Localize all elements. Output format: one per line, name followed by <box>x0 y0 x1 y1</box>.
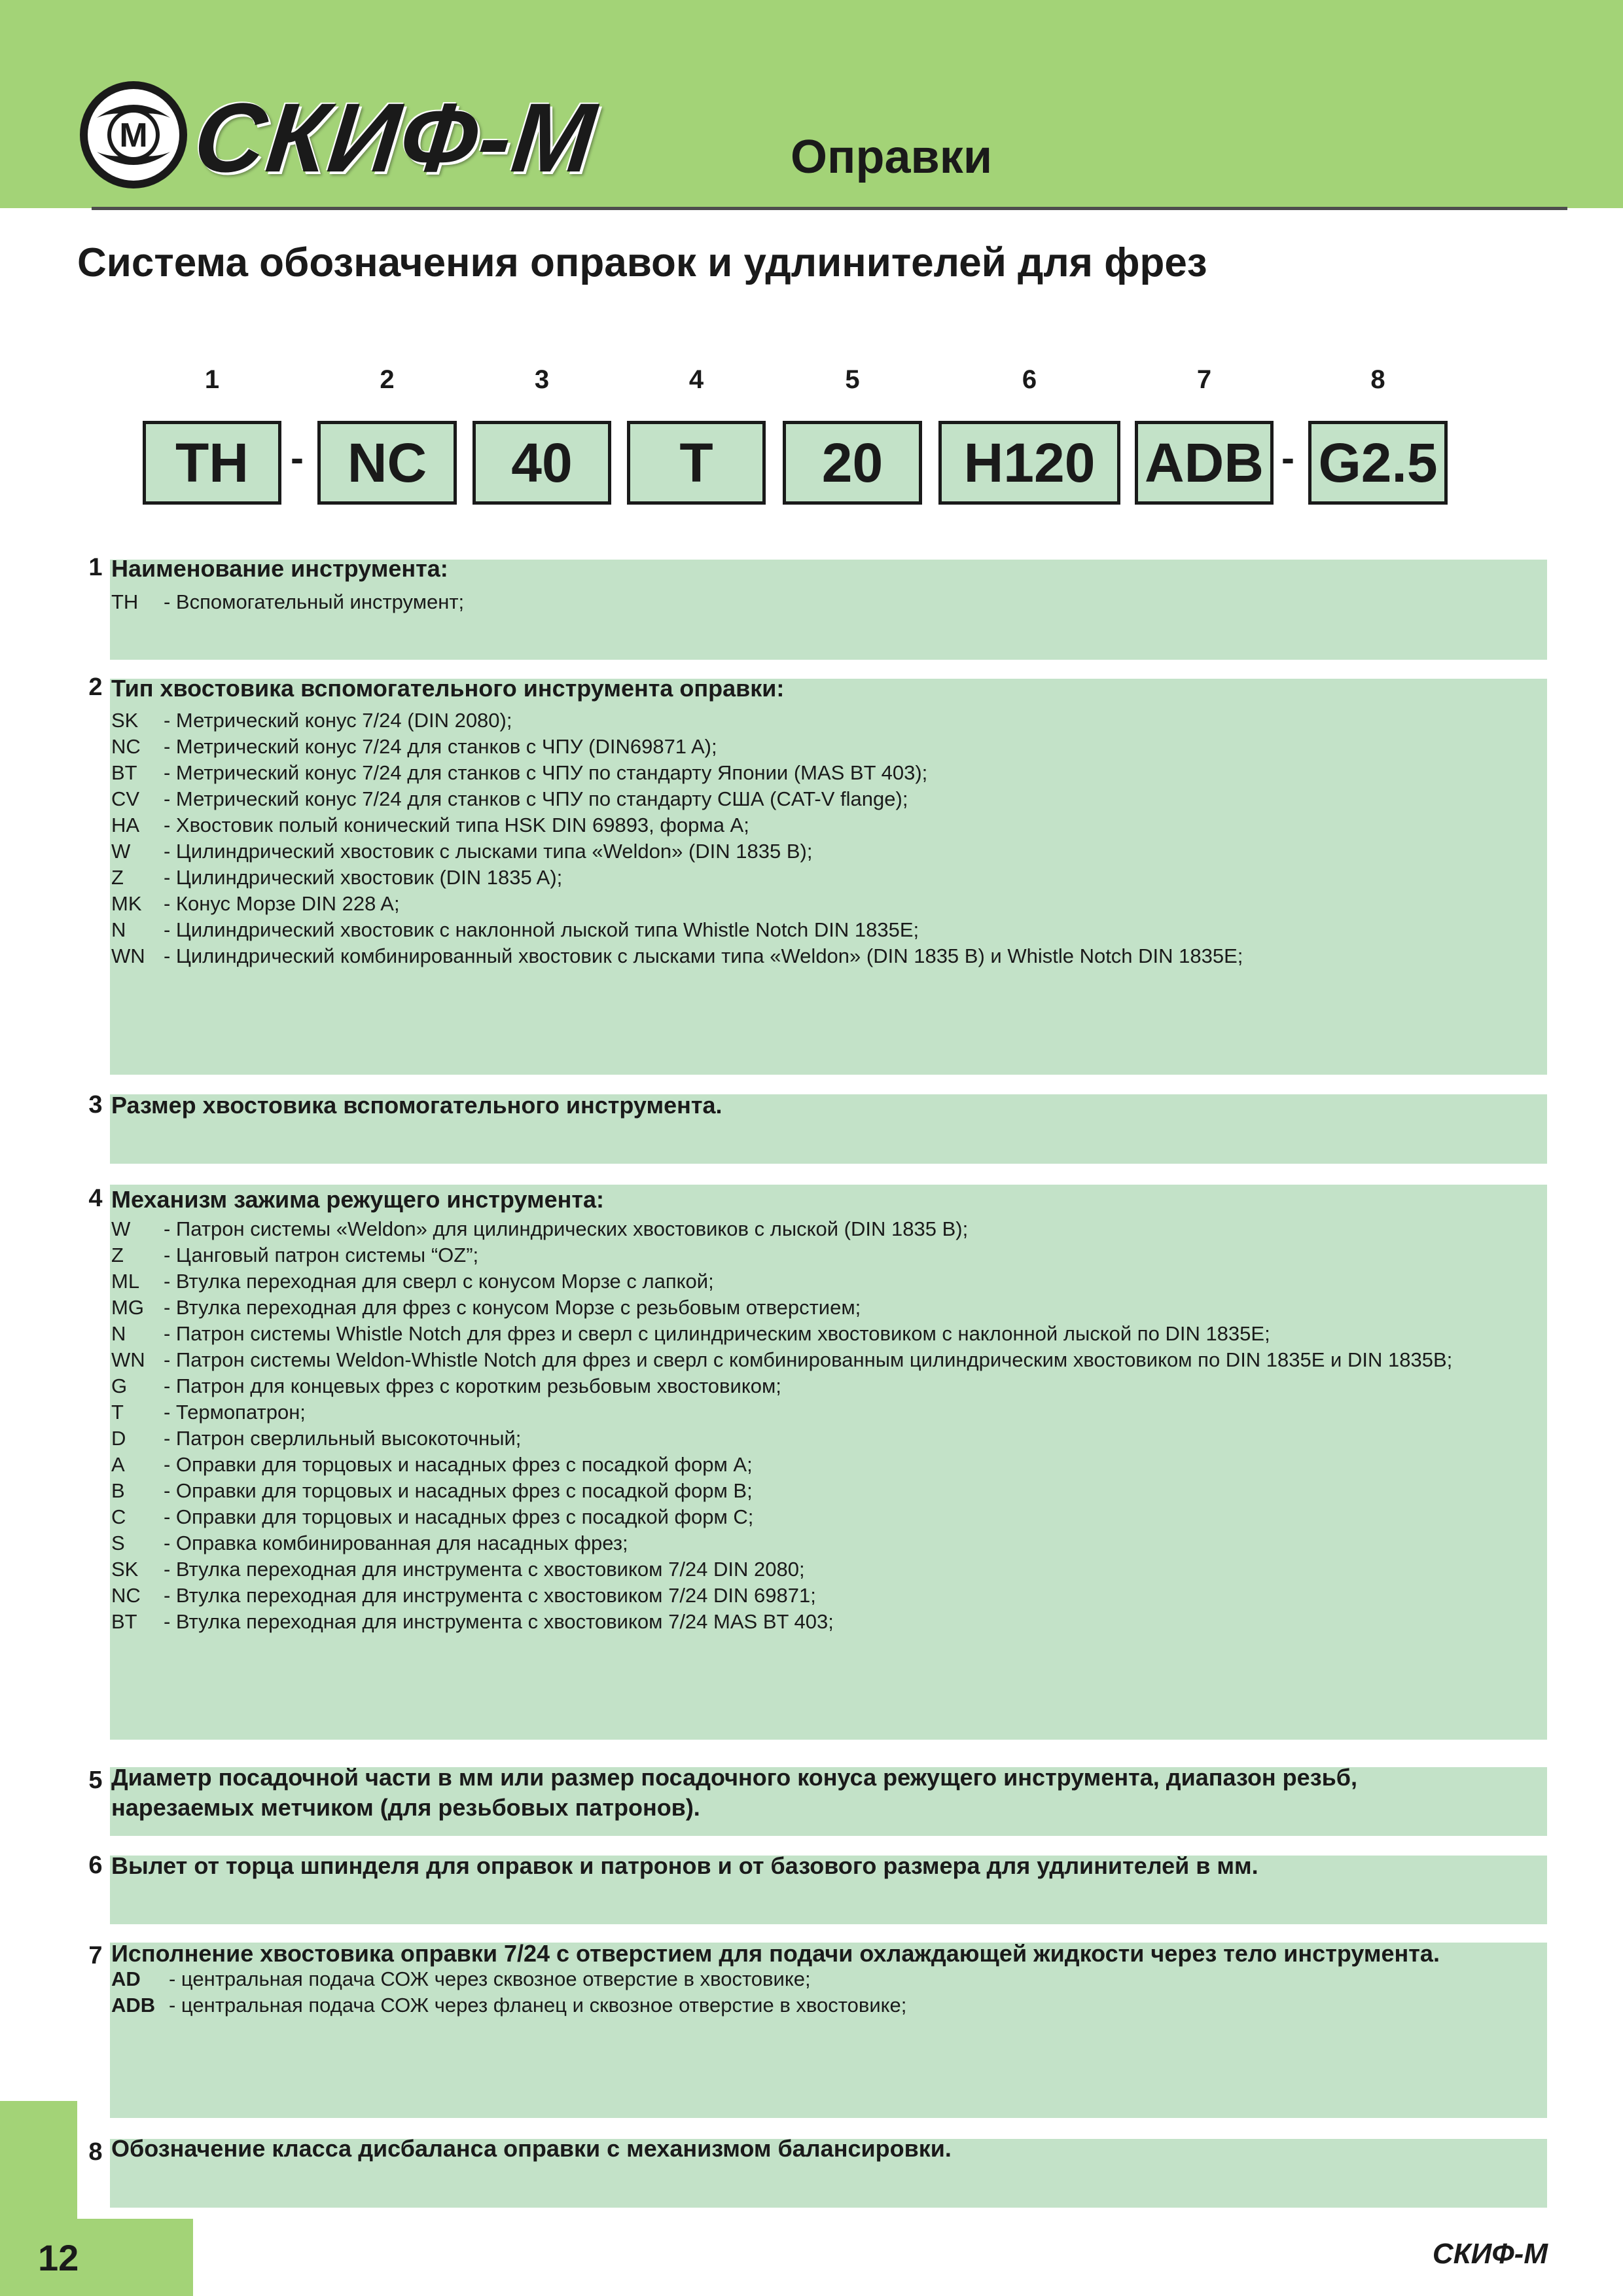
section-number: 6 <box>88 1852 103 1879</box>
list-item <box>111 708 1544 734</box>
item-code: C <box>111 1505 126 1528</box>
list-item <box>111 1504 1544 1530</box>
item-description: - Патрон системы «Weldon» для цилиндрических хвостовиков с лыской (DIN 1835 B); <box>164 1217 969 1240</box>
list-item <box>111 1426 1544 1452</box>
list-item <box>111 838 1544 865</box>
list-item <box>111 1966 1544 1992</box>
code-position-number: 3 <box>534 365 550 394</box>
item-code: WN <box>111 1348 145 1371</box>
item-code: Z <box>111 1244 124 1266</box>
code-part-box: H120 <box>938 421 1120 505</box>
item-code: BT <box>111 761 137 784</box>
list-item <box>111 1478 1544 1504</box>
item-description: - Цанговый патрон системы “OZ”; <box>164 1244 479 1266</box>
item-code: MK <box>111 892 142 915</box>
section-number: 7 <box>88 1942 103 1969</box>
section-item-list <box>111 589 1544 615</box>
item-code: N <box>111 918 126 941</box>
item-description: - Оправки для торцовых и насадных фрез с посадкой форм C; <box>164 1505 754 1528</box>
code-position-number: 5 <box>845 365 860 394</box>
section-number: 3 <box>88 1091 103 1119</box>
item-code: MG <box>111 1296 144 1319</box>
item-code: SK <box>111 1558 139 1581</box>
item-description: - центральная подача СОЖ через фланец и сквозное отверстие в хвостовике; <box>169 1994 907 2017</box>
item-code: TH <box>111 590 139 613</box>
code-position-number: 7 <box>1196 365 1212 394</box>
item-code: G <box>111 1374 128 1397</box>
item-description: - Вспомогательный инструмент; <box>164 590 465 613</box>
list-item <box>111 1347 1544 1373</box>
item-code: ML <box>111 1270 140 1293</box>
item-description: - Втулка переходная для сверл с конусом Морзе с лапкой; <box>164 1270 714 1293</box>
section-heading: Исполнение хвостовика оправки 7/24 с отверстием для подачи охлаждающей жидкости через тело инструмента. <box>111 1940 1440 1967</box>
item-code: NC <box>111 735 141 758</box>
list-item <box>111 1992 1544 2018</box>
code-part-box: TH <box>143 421 281 505</box>
list-item <box>111 786 1544 812</box>
item-description: - Цилиндрический хвостовик с лысками типа «Weldon» (DIN 1835 B); <box>164 840 813 863</box>
list-item <box>111 865 1544 891</box>
list-item <box>111 812 1544 838</box>
item-code: BT <box>111 1610 137 1633</box>
list-item <box>111 1373 1544 1399</box>
item-description: - Патрон сверлильный высокоточный; <box>164 1427 522 1450</box>
list-item <box>111 1452 1544 1478</box>
list-item <box>111 760 1544 786</box>
section-heading: Тип хвостовика вспомогательного инструмента оправки: <box>111 675 785 702</box>
footer-brand: СКИФ-М <box>1432 2238 1548 2270</box>
list-item <box>111 1399 1544 1426</box>
item-description: - Цилиндрический хвостовик (DIN 1835 A); <box>164 866 563 889</box>
section-number: 2 <box>88 673 103 701</box>
section-heading: Размер хвостовика вспомогательного инструмента. <box>111 1092 722 1119</box>
item-description: - Оправки для торцовых и насадных фрез с посадкой форм A; <box>164 1453 753 1476</box>
item-description: - Патрон для концевых фрез с коротким резьбовым хвостовиком; <box>164 1374 781 1397</box>
section-item-list <box>111 1966 1544 2018</box>
code-part-box: 40 <box>473 421 611 505</box>
footer-page-block <box>0 2219 193 2296</box>
item-description: - Оправка комбинированная для насадных фрез; <box>164 1532 628 1554</box>
code-part-box: ADB <box>1135 421 1274 505</box>
code-part-box: G2.5 <box>1308 421 1448 505</box>
item-description: - Метрический конус 7/24 для станков с ЧПУ по стандарту Японии (MAS BT 403); <box>164 761 928 784</box>
section-number: 1 <box>88 554 103 581</box>
item-description: - Метрический конус 7/24 (DIN 2080); <box>164 709 512 732</box>
item-description: - Хвостовик полый конический типа HSK DIN 69893, форма А; <box>164 814 749 836</box>
item-description: - Метрический конус 7/24 для станков с ЧПУ (DIN69871 A); <box>164 735 717 758</box>
code-position-number: 1 <box>204 365 220 394</box>
item-code: W <box>111 840 131 863</box>
item-description: - Термопатрон; <box>164 1401 306 1424</box>
item-code: B <box>111 1479 125 1502</box>
list-item <box>111 1242 1544 1268</box>
item-code: SK <box>111 709 139 732</box>
section-title: Оправки <box>791 131 993 183</box>
list-item <box>111 917 1544 943</box>
section-heading: Механизм зажима режущего инструмента: <box>111 1186 604 1213</box>
item-code: D <box>111 1427 126 1450</box>
section-heading: Диаметр посадочной части в мм или размер посадочного конуса режущего инструмента, диапазон резьб, <box>111 1764 1357 1791</box>
list-item <box>111 1556 1544 1583</box>
page-number: 12 <box>38 2237 79 2278</box>
item-description: - Оправки для торцовых и насадных фрез с посадкой форм B; <box>164 1479 753 1502</box>
logo-emblem-letter: М <box>119 117 148 154</box>
code-separator: - <box>291 436 304 480</box>
item-description: - Цилиндрический комбинированный хвостовик с лысками типа «Weldon» (DIN 1835 B) и Whistle Notch DIN 1835E; <box>164 944 1243 967</box>
item-description: - Патрон системы Whistle Notch для фрез и сверл с цилиндрическим хвостовиком с наклонной лыской по DIN 1835E; <box>164 1322 1270 1345</box>
item-code: W <box>111 1217 131 1240</box>
section-number: 4 <box>88 1185 103 1212</box>
section-item-list <box>111 1216 1544 1635</box>
item-code: N <box>111 1322 126 1345</box>
section-number: 5 <box>88 1767 103 1794</box>
code-separator: - <box>1281 436 1294 480</box>
list-item <box>111 1609 1544 1635</box>
code-part-box: NC <box>317 421 457 505</box>
item-code: NC <box>111 1584 141 1607</box>
item-description: - Конус Морзе DIN 228 A; <box>164 892 400 915</box>
list-item <box>111 1268 1544 1295</box>
item-description: - Метрический конус 7/24 для станков с ЧПУ по стандарту США (CAT-V flange); <box>164 787 908 810</box>
code-position-number: 4 <box>688 365 704 394</box>
list-item <box>111 589 1544 615</box>
item-code: HA <box>111 814 140 836</box>
item-description: - Втулка переходная для инструмента с хвостовиком 7/24 MAS BT 403; <box>164 1610 834 1633</box>
item-code: S <box>111 1532 125 1554</box>
item-description: - Втулка переходная для фрез с конусом Морзе с резьбовым отверстием; <box>164 1296 861 1319</box>
item-code: AD <box>111 1967 141 1990</box>
list-item <box>111 734 1544 760</box>
code-position-number: 6 <box>1022 365 1037 394</box>
list-item <box>111 891 1544 917</box>
item-code: WN <box>111 944 145 967</box>
section-heading: Вылет от торца шпинделя для оправок и патронов и от базового размера для удлинителей в мм. <box>111 1852 1258 1879</box>
list-item <box>111 1530 1544 1556</box>
item-description: - Втулка переходная для инструмента с хвостовиком 7/24 DIN 2080; <box>164 1558 805 1581</box>
page-title: Система обозначения оправок и удлинителей для фрез <box>77 240 1207 285</box>
header-divider <box>92 207 1567 210</box>
item-description: - Патрон системы Weldon-Whistle Notch для фрез и сверл с комбинированным цилиндрическим хвостовиком по DIN 1835E и DIN 1835B; <box>164 1348 1453 1371</box>
item-code: T <box>111 1401 124 1424</box>
item-description: - центральная подача СОЖ через сквозное отверстие в хвостовике; <box>169 1967 811 1990</box>
list-item <box>111 1295 1544 1321</box>
list-item <box>111 943 1544 969</box>
code-part-box: 20 <box>783 421 922 505</box>
section-number: 8 <box>88 2138 103 2166</box>
code-part-box: T <box>627 421 766 505</box>
section-heading: Обозначение класса дисбаланса оправки с механизмом балансировки. <box>111 2135 952 2162</box>
brand-logo <box>77 79 614 196</box>
item-code: ADB <box>111 1994 156 2017</box>
item-code: A <box>111 1453 125 1476</box>
section-heading-line2: нарезаемых метчиком (для резьбовых патронов). <box>111 1794 700 1821</box>
logo-text: СКИФ-М <box>189 82 602 192</box>
code-position-number: 8 <box>1370 365 1385 394</box>
section-item-list <box>111 708 1544 969</box>
item-code: CV <box>111 787 140 810</box>
item-description: - Втулка переходная для инструмента с хвостовиком 7/24 DIN 69871; <box>164 1584 816 1607</box>
list-item <box>111 1583 1544 1609</box>
list-item <box>111 1216 1544 1242</box>
item-description: - Цилиндрический хвостовик с наклонной лыской типа Whistle Notch DIN 1835E; <box>164 918 919 941</box>
footer-accent-bar <box>0 2101 77 2219</box>
list-item <box>111 1321 1544 1347</box>
section-heading: Наименование инструмента: <box>111 555 448 582</box>
code-position-number: 2 <box>380 365 395 394</box>
item-code: Z <box>111 866 124 889</box>
logo-emblem-icon <box>77 79 190 191</box>
